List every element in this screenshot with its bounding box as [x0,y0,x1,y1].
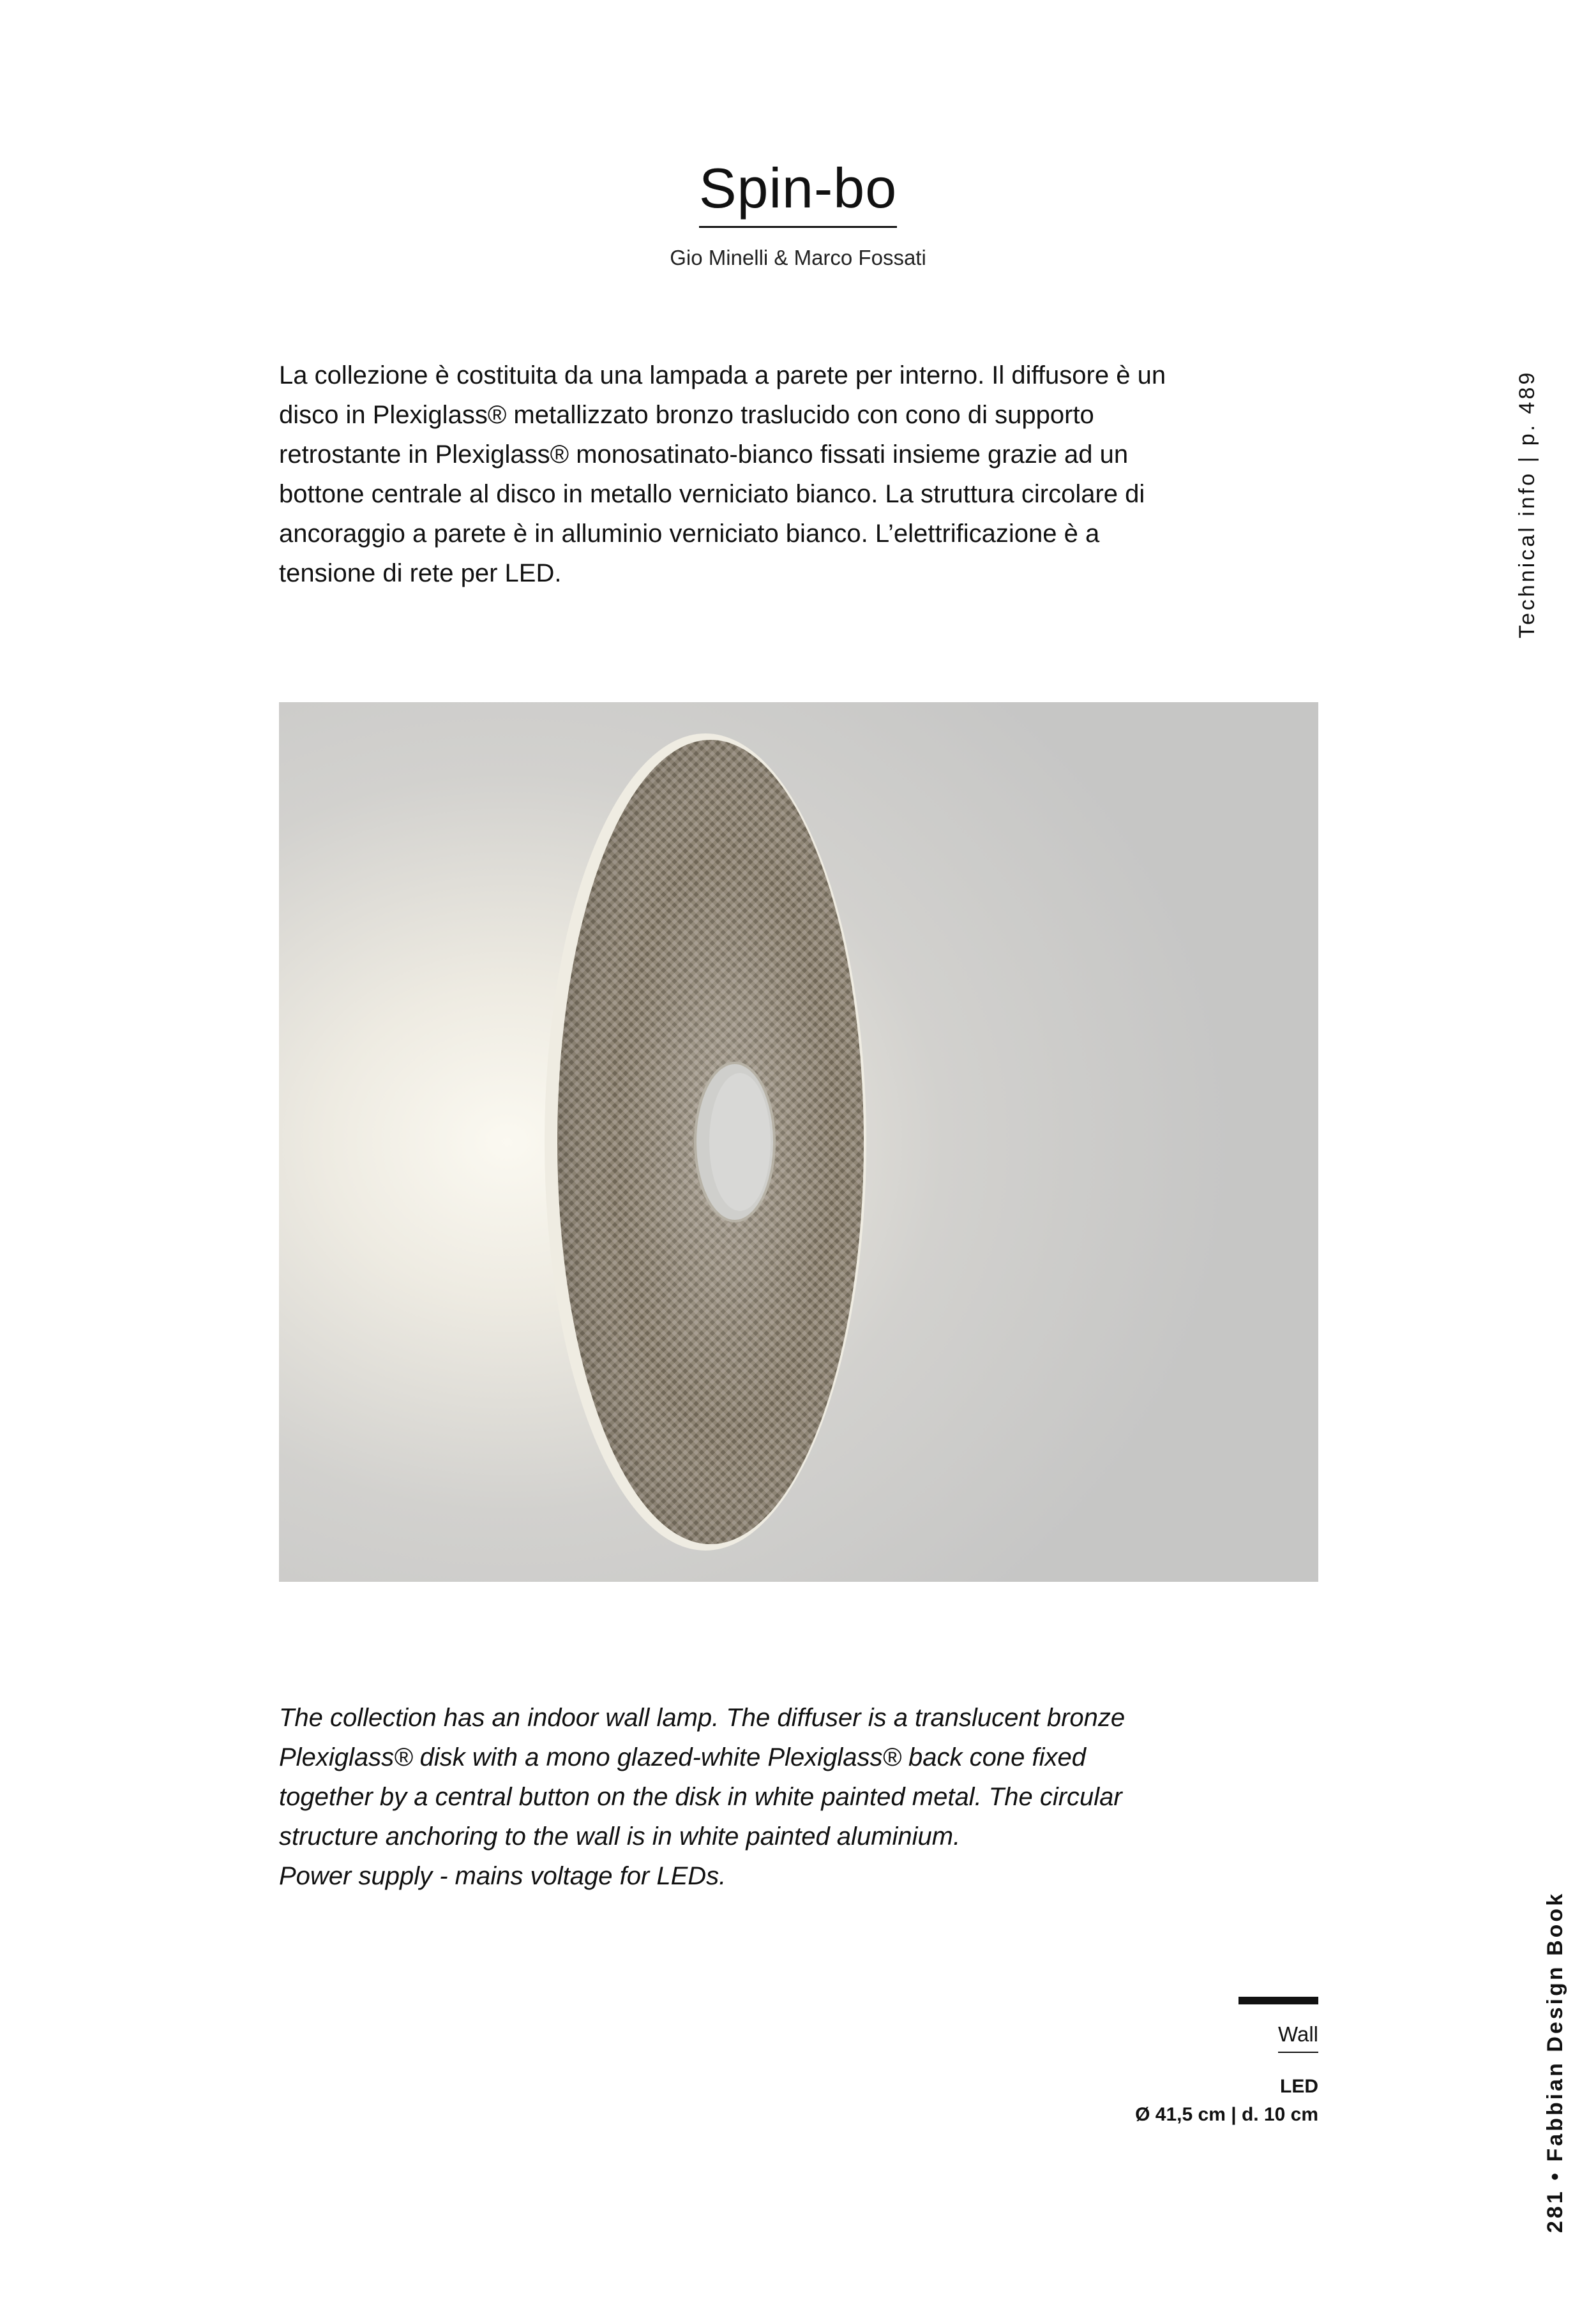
description-italian: La collezione è costituita da una lampada a parete per interno. Il diffusore è un disco in Plexiglass® metallizzato bronzo traslucido con cono di supporto retrostante in Plexiglass® monosatinato-bianco fissati insieme grazie ad un bottone centrale al disco in metallo verniciato bianco. La struttura circolare di ancoraggio a parete è in alluminio verniciato bianco. L’elettrificazione è a tensione di rete per LED. [279,361,1166,587]
title-block [0,153,1596,270]
spec-block [1135,1997,1318,2126]
description-english [279,1698,1186,1896]
designers: Gio Minelli & Marco Fossati [670,246,926,269]
wall-lamp-image [279,702,1318,1582]
product-title: Spin-bo [699,153,897,228]
spec-light-source: LED [1280,2076,1318,2097]
spec-type: Wall [1278,2022,1318,2053]
description-english-power: Power supply - mains voltage for LEDs. [279,1862,726,1890]
product-photo [279,702,1318,1582]
spec-dimensions: Ø 41,5 cm | d. 10 cm [1135,2104,1318,2125]
spec-divider-bar [1238,1997,1318,2004]
description-english-paragraph: The collection has an indoor wall lamp. The diffuser is a translucent bronze Plexiglass® disk with a mono glazed-white Plexiglass® back cone fixed together by a central button on the disk in white painted metal. The circular structure anchoring to the wall is in white painted aluminium. [279,1704,1125,1851]
page-footer-side-label: 281 • Fabbian Design Book [1543,1891,1567,2233]
technical-info-side-label[interactable]: Technical info | p. 489 [1515,370,1539,638]
